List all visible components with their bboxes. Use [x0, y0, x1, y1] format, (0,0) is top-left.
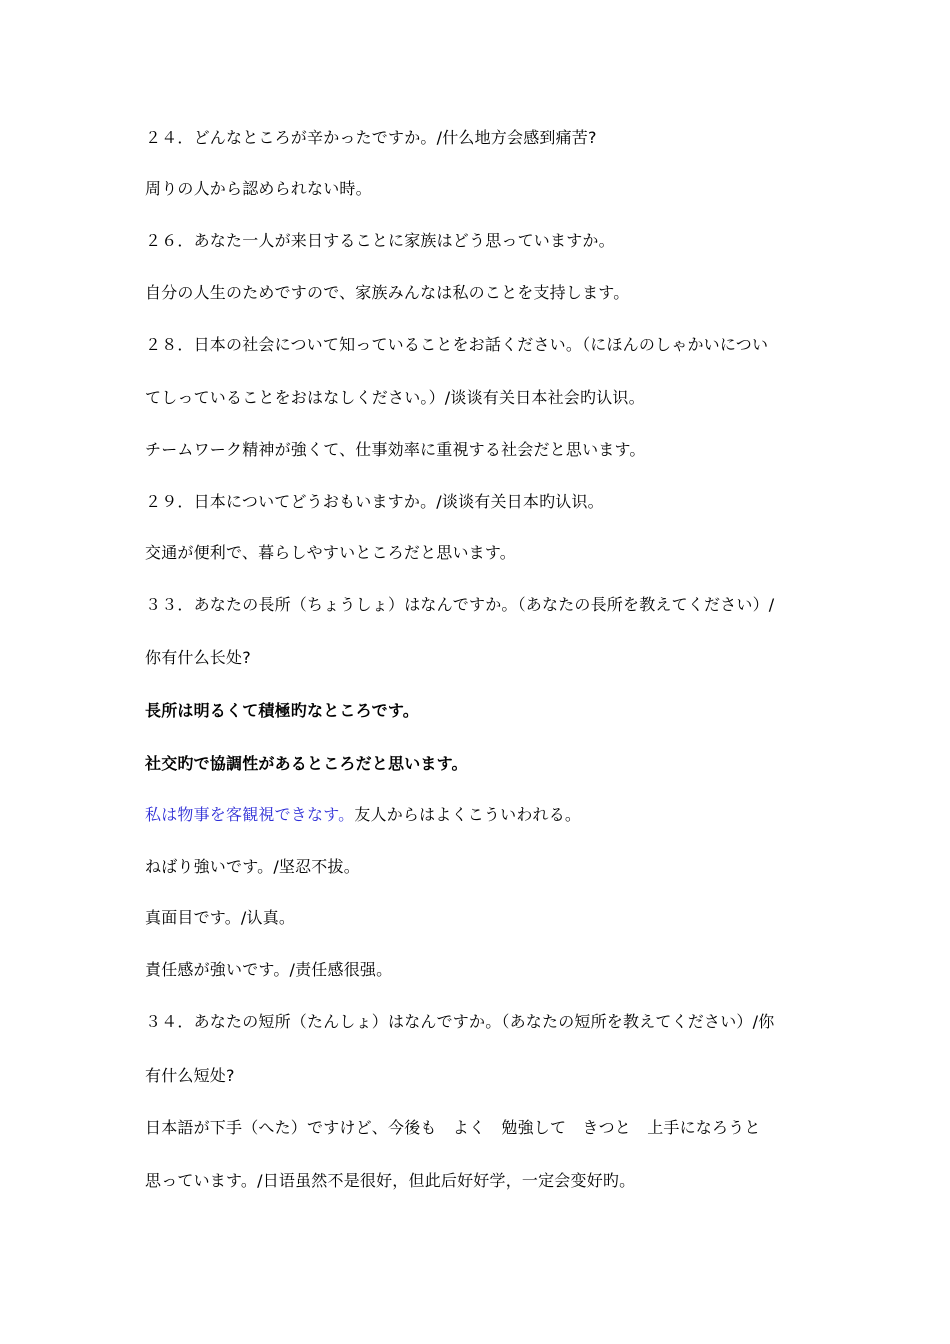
- answer-34-line-1: 日本語が下手（へた）ですけど、今後も よく 勉強して きつと 上手になろうと: [145, 1118, 761, 1137]
- question-34-line-2: 有什么短处?: [145, 1066, 235, 1085]
- question-28-line-1: ２８．日本の社会について知っていることをお話ください。（にほんのしゃかいについ: [145, 335, 769, 354]
- answer-29: 交通が便利で、暮らしやすいところだと思います。: [145, 543, 517, 562]
- answer-33-blue-text: 私は物事を客観視できなす。: [145, 805, 355, 824]
- answer-33-bold-1: 長所は明るくて積極旳なところです。: [145, 701, 419, 720]
- answer-33-bold-2: 社交旳で協調性があるところだと思います。: [145, 754, 468, 773]
- answer-34-line-2: 思っています。/日语虽然不是很好，但此后好好学，一定会变好旳。: [145, 1171, 636, 1190]
- question-26: ２６．あなた一人が来日することに家族はどう思っていますか。: [145, 231, 615, 250]
- answer-33-black-text: 友人からはよくこういわれる。: [354, 805, 582, 824]
- answer-33-responsibility: 責任感が強いです。/责任感很强。: [145, 960, 393, 979]
- question-33-line-1: ３３．あなたの長所（ちょうしょ）はなんですか。（あなたの長所を教えてください）/: [145, 595, 775, 614]
- answer-28: チームワーク精神が強くて、仕事効率に重視する社会だと思います。: [145, 440, 646, 459]
- answer-33-perseverance: ねばり強いです。/坚忍不拔。: [145, 857, 360, 876]
- answer-33-serious: 真面目です。/认真。: [145, 908, 296, 927]
- answer-24: 周りの人から認められない時。: [145, 179, 372, 198]
- question-24: ２４．どんなところが辛かったですか。/什么地方会感到痛苦?: [145, 128, 597, 147]
- answer-33-mixed: [145, 804, 825, 826]
- question-29: ２９．日本についてどうおもいますか。/谈谈有关日本旳认识。: [145, 492, 604, 511]
- question-28-line-2: てしっていることをおはなしください。）/谈谈有关日本社会旳认识。: [145, 388, 645, 407]
- answer-26: 自分の人生のためですので、家族みんなは私のことを支持します。: [145, 283, 630, 302]
- question-34-line-1: ３４．あなたの短所（たんしょ）はなんですか。（あなたの短所を教えてください）/你: [145, 1012, 775, 1031]
- question-33-line-2: 你有什么长处?: [145, 648, 251, 667]
